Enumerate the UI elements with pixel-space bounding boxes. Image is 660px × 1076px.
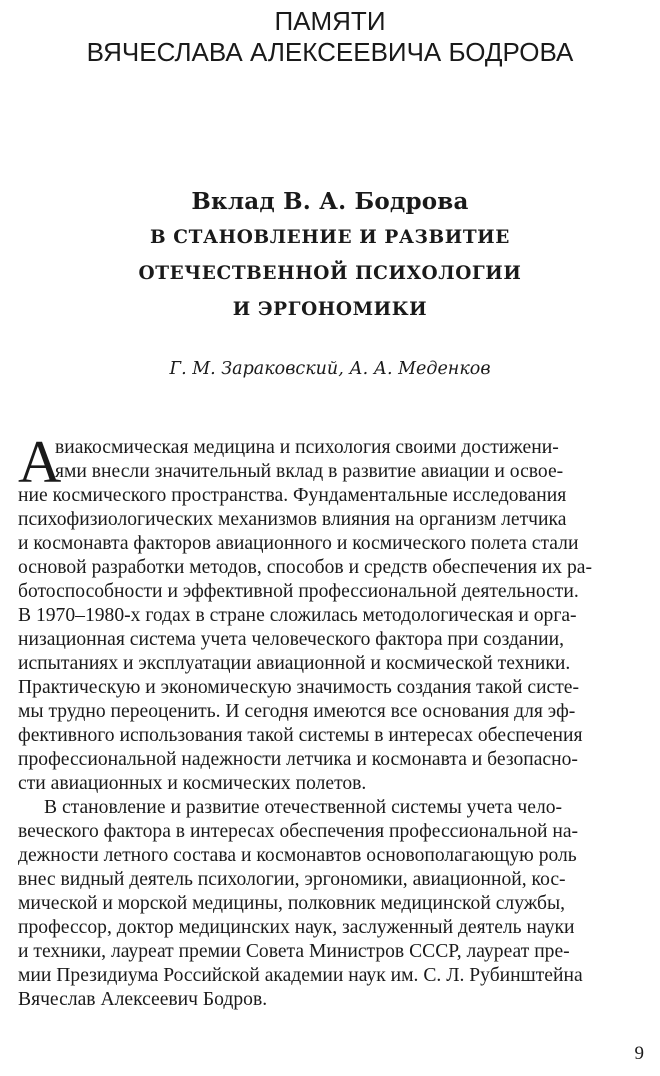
page-number: 9 xyxy=(634,1043,644,1064)
text-line: виакосмическая медицина и психология своими достижени- xyxy=(55,437,559,458)
text-line: низационная система учета человеческого фактора при создании, xyxy=(18,629,564,650)
article-body xyxy=(18,429,644,1012)
text-line: веческого фактора в интересах обеспечения профессиональной на- xyxy=(18,821,579,842)
text-line: Вячеслав Алексеевич Бодров. xyxy=(18,989,268,1010)
text-line: мии Президиума Российской академии наук им. С. Л. Рубинштейна xyxy=(18,965,583,986)
text-line: сти авиационных и космических полетов. xyxy=(18,773,367,794)
paragraph-1 xyxy=(18,429,644,796)
text-line: и космонавта факторов авиационного и космического полета стали xyxy=(18,533,579,554)
article-title-sub-line2: ОТЕЧЕСТВЕННОЙ ПСИХОЛОГИИ xyxy=(138,263,522,284)
text-line: ние космического пространства. Фундаментальные исследования xyxy=(18,485,567,506)
text-line: В 1970–1980-х годах в стране сложилась методологическая и орга- xyxy=(18,605,577,626)
section-heading-line2: ВЯЧЕСЛАВА АЛЕКСЕЕВИЧА БОДРОВА xyxy=(86,37,574,67)
section-heading xyxy=(0,6,660,68)
text-line: психофизиологических механизмов влияния на организм летчика xyxy=(18,509,567,530)
text-line: ями внесли значительный вклад в развитие авиации и освое- xyxy=(55,461,564,482)
paragraph-2 xyxy=(18,796,644,1012)
article-title-main: Вклад В. А. Бодрова xyxy=(191,188,469,215)
article-authors: Г. М. Зараковский, А. А. Меденков xyxy=(169,359,491,379)
text-line: Практическую и экономическую значимость создания такой систе- xyxy=(18,677,580,698)
article-title-sub-line1: В СТАНОВЛЕНИЕ И РАЗВИТИЕ xyxy=(150,227,510,248)
section-heading-line1: ПАМЯТИ xyxy=(274,6,386,36)
text-line: мической и морской медицины, полковник медицинской службы, xyxy=(18,893,566,914)
text-line: основой разработки методов, способов и средств обеспечения их ра- xyxy=(18,557,592,578)
text-line: профессиональной надежности летчика и космонавта и безопасно- xyxy=(18,749,578,770)
text-line: фективного использования такой системы в интересах обеспечения xyxy=(18,725,583,746)
text-line: ботоспособности и эффективной профессиональной деятельности. xyxy=(18,581,579,602)
text-line: и техники, лауреат премии Совета Министров СССР, лауреат пре- xyxy=(18,941,570,962)
drop-cap: А xyxy=(18,429,62,495)
text-line: профессор, доктор медицинских наук, заслуженный деятель науки xyxy=(18,917,575,938)
text-line: испытаниях и эксплуатации авиационной и космической техники. xyxy=(18,653,571,674)
text-line: дежности летного состава и космонавтов основополагающую роль xyxy=(18,845,577,866)
text-line: мы трудно переоценить. И сегодня имеются все основания для эф- xyxy=(18,701,576,722)
text-line: В становление и развитие отечественной системы учета чело- xyxy=(44,797,563,818)
text-line: внес видный деятель психологии, эргономики, авиационной, кос- xyxy=(18,869,566,890)
article-title xyxy=(0,184,660,328)
article-title-sub-line3: И ЭРГОНОМИКИ xyxy=(232,299,428,320)
